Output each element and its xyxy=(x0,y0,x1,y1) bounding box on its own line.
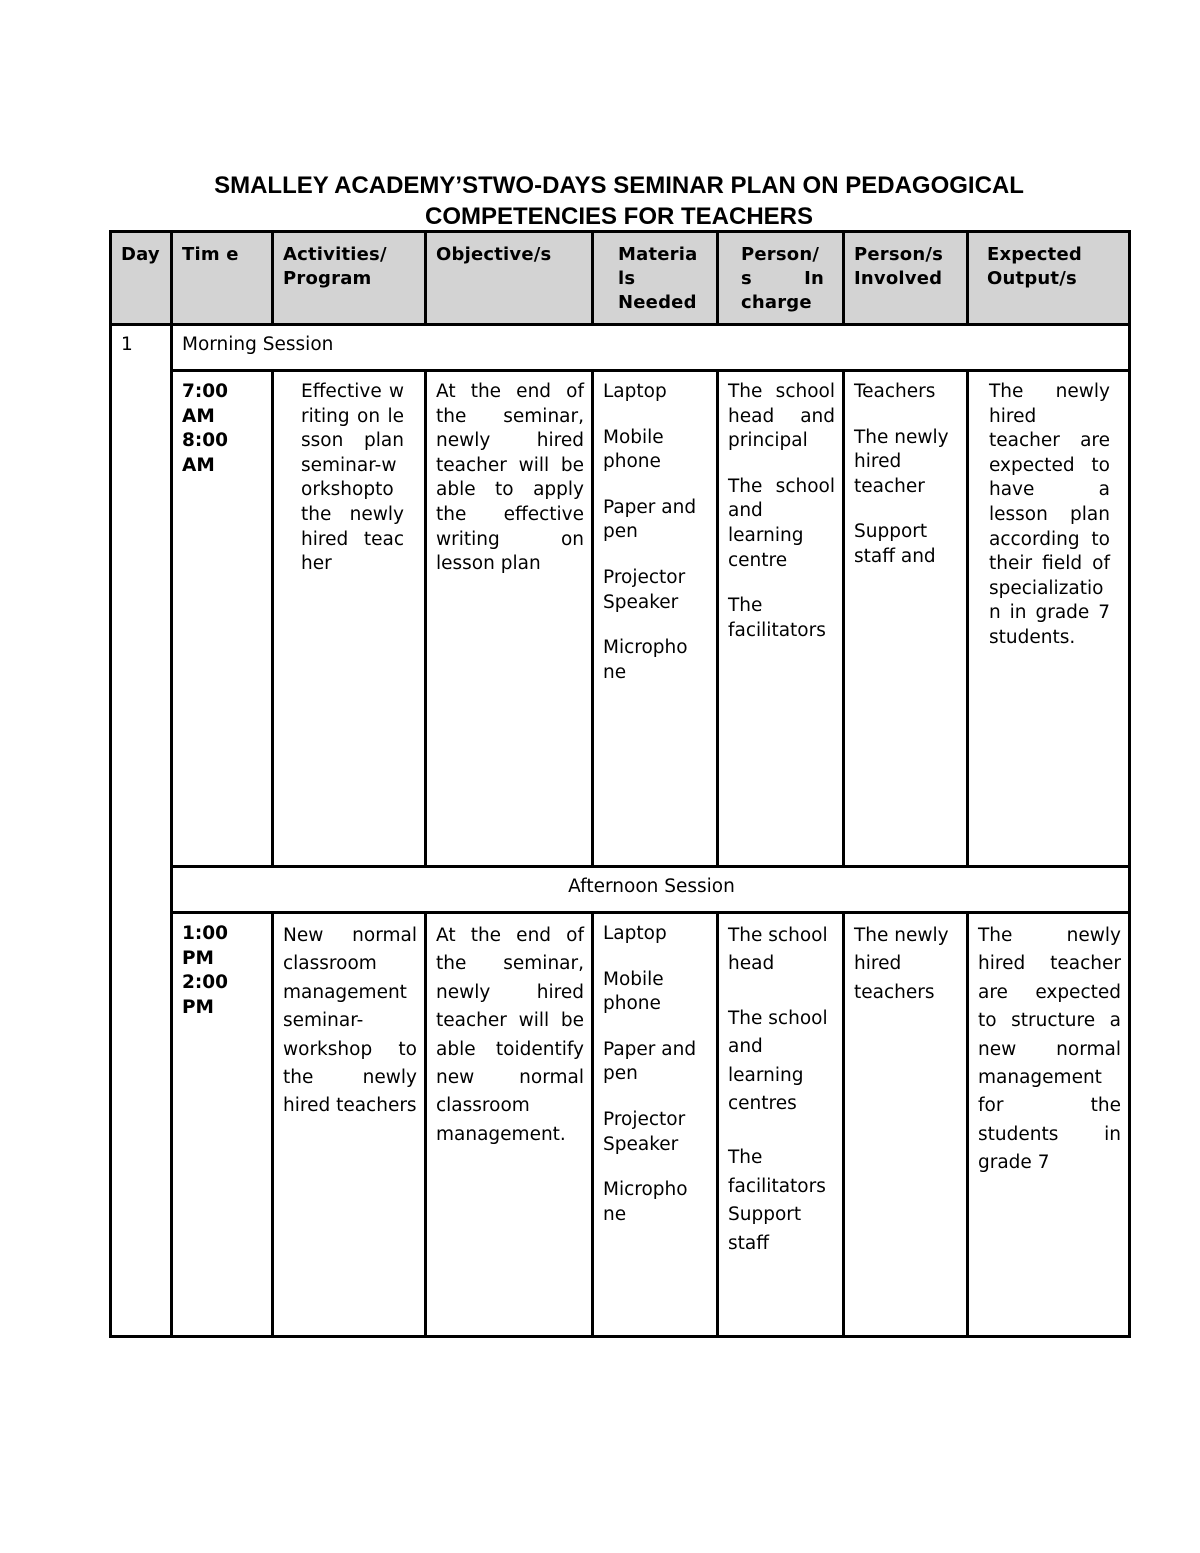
title-line-1: SMALLEY ACADEMY’STWO-DAYS SEMINAR PLAN ON PEDAGOGICAL xyxy=(214,172,1024,199)
material-item: Micropho ne xyxy=(603,1179,688,1225)
afternoon-output xyxy=(968,913,1130,1337)
afternoon-session-label: Afternoon Session xyxy=(172,867,1130,913)
header-objectives: Objective/s xyxy=(426,232,593,325)
material-item: Projector Speaker xyxy=(603,566,686,613)
involved-item: Support staff and xyxy=(854,521,936,567)
afternoon-session-row xyxy=(111,867,1130,913)
morning-output xyxy=(968,371,1130,867)
in-charge-item: The school and learning centre xyxy=(728,475,835,571)
in-charge-item: The school and learning centres xyxy=(728,1007,828,1115)
afternoon-in-charge xyxy=(718,913,844,1337)
in-charge-item: The facilitators Support staff xyxy=(728,1147,826,1254)
material-item: Micropho ne xyxy=(603,637,688,683)
afternoon-output-text: The newly hired teacher are expected to structure a new normal management for the students in grade 7 xyxy=(978,925,1121,1174)
afternoon-involved xyxy=(844,913,968,1337)
morning-activity-text: Effective writing on lesson plan seminar-workshopto the newly hired teacher xyxy=(301,381,404,575)
title-line-2: COMPETENCIES FOR TEACHERS xyxy=(424,203,814,230)
afternoon-content-row xyxy=(111,913,1130,1337)
material-item: Paper and pen xyxy=(603,496,697,543)
afternoon-time-line: 1:00 PM xyxy=(182,923,229,969)
document-title xyxy=(110,170,1128,232)
afternoon-activity xyxy=(273,913,426,1337)
involved-item: Teachers xyxy=(854,381,936,402)
material-item: Laptop xyxy=(603,381,667,402)
involved-item: The newly hired teachers xyxy=(854,925,949,1003)
morning-time-line: 7:00 xyxy=(182,381,229,402)
material-item: Projector Speaker xyxy=(603,1108,686,1155)
morning-time-line: 8:00 xyxy=(182,430,229,452)
morning-objective-text: At the end of the seminar, newly hired teacher will be able to apply the effective writing on lesson plan xyxy=(436,381,584,575)
header-materials xyxy=(593,232,718,325)
morning-time-line: AM xyxy=(182,454,215,476)
header-materials-text: Materia ls Needed xyxy=(618,244,698,313)
header-day: Day xyxy=(111,232,172,325)
header-in-charge-text: Person/ s In charge xyxy=(741,244,824,313)
morning-activity xyxy=(273,371,426,867)
morning-session-label: Morning Session xyxy=(172,325,1130,371)
morning-time xyxy=(172,371,273,867)
morning-session-row xyxy=(111,325,1130,371)
involved-item: The newly hired teacher xyxy=(854,426,949,497)
day-number: 1 xyxy=(111,325,172,1337)
material-item: Laptop xyxy=(603,923,667,944)
afternoon-time-line: 2:00 PM xyxy=(182,972,229,1018)
header-in-charge xyxy=(718,232,844,325)
in-charge-item: The school head and principal xyxy=(728,381,835,452)
afternoon-objective xyxy=(426,913,593,1337)
header-time: Tim e xyxy=(172,232,273,325)
material-item: Mobile phone xyxy=(603,426,664,473)
morning-output-text: The newly hired teacher are expected to have a lesson plan according to their field of specializatio n in grade 7 students. xyxy=(989,381,1110,648)
morning-content-row xyxy=(111,371,1130,867)
morning-materials xyxy=(593,371,718,867)
afternoon-objective-text: At the end of the seminar, newly hired teacher will be able toidentify new normal classroom management. xyxy=(436,925,584,1145)
morning-involved xyxy=(844,371,968,867)
in-charge-item: The school head xyxy=(728,925,828,975)
material-item: Mobile phone xyxy=(603,968,664,1015)
header-involved: Person/s Involved xyxy=(844,232,968,325)
morning-in-charge xyxy=(718,371,844,867)
header-row xyxy=(111,232,1130,325)
header-activities: Activities/ Program xyxy=(273,232,426,325)
afternoon-materials xyxy=(593,913,718,1337)
afternoon-activity-text: New normal classroom management seminar-workshop to the newly hired teachers xyxy=(283,925,417,1117)
seminar-plan-table xyxy=(109,230,1131,1338)
morning-time-line: AM xyxy=(182,405,215,427)
in-charge-item: The facilitators xyxy=(728,595,826,641)
afternoon-time xyxy=(172,913,273,1337)
material-item: Paper and pen xyxy=(603,1038,697,1085)
header-outputs: Expected Output/s xyxy=(968,232,1130,325)
morning-objective xyxy=(426,371,593,867)
